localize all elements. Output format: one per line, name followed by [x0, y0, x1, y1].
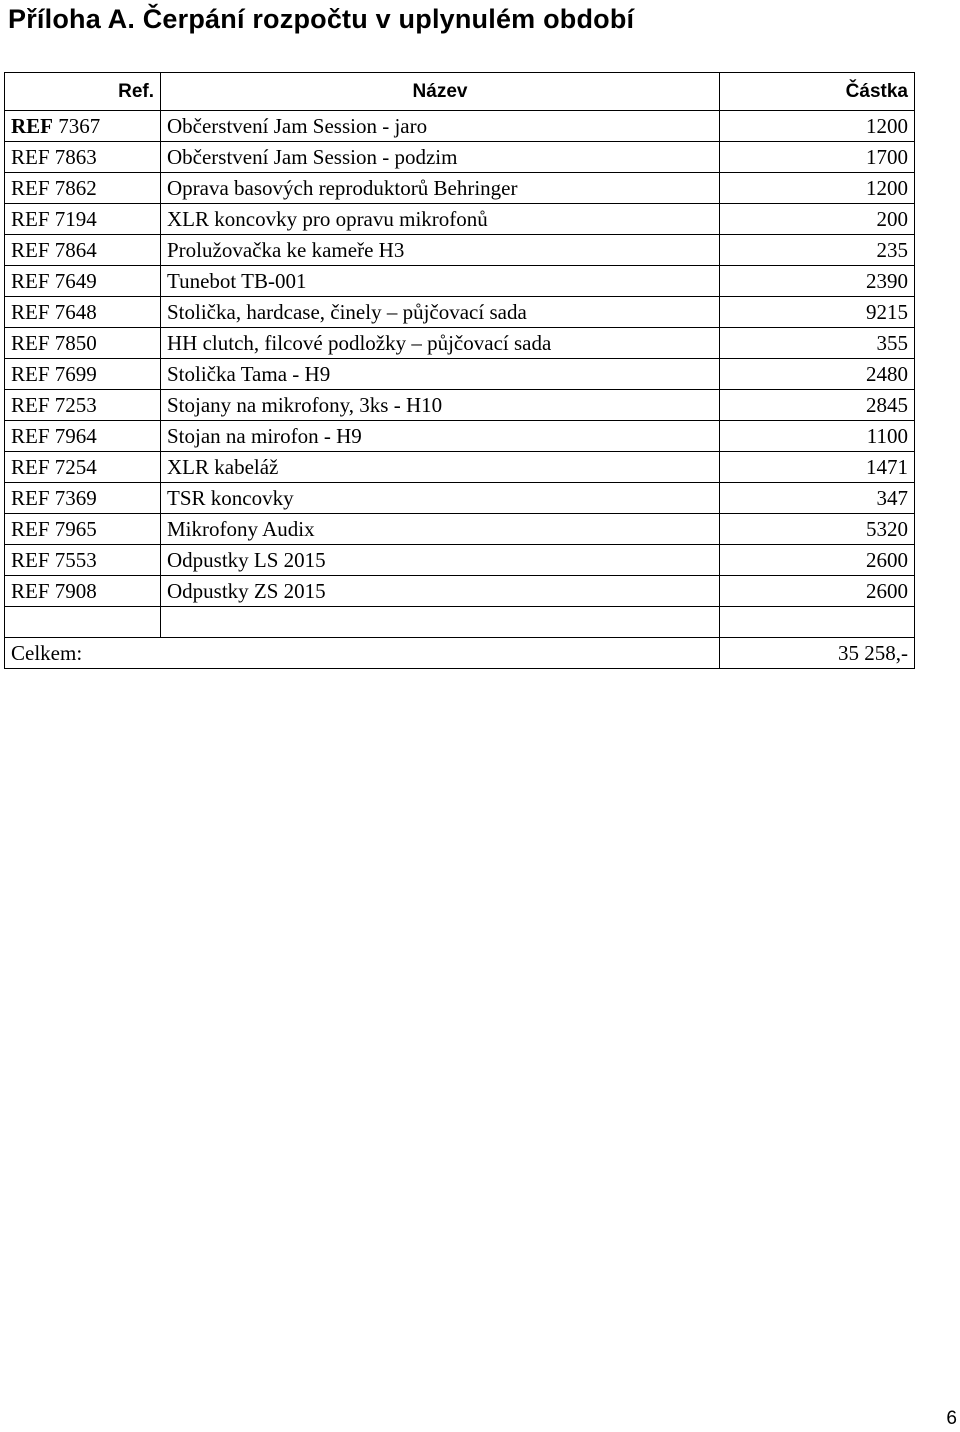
table-row — [5, 421, 915, 452]
ref-cell — [5, 483, 161, 514]
column-header-ref: Ref. — [5, 73, 161, 111]
blank-cell — [161, 607, 720, 638]
ref-prefix: REF — [11, 145, 50, 169]
ref-cell — [5, 328, 161, 359]
ref-cell — [5, 235, 161, 266]
item-name-cell: Stojan na mirofon - H9 — [161, 421, 720, 452]
table-row — [5, 173, 915, 204]
ref-prefix: REF — [11, 455, 50, 479]
ref-number: 7908 — [54, 579, 97, 603]
table-row — [5, 390, 915, 421]
item-name-cell: TSR koncovky — [161, 483, 720, 514]
table-row — [5, 204, 915, 235]
amount-cell: 355 — [720, 328, 915, 359]
table-row — [5, 111, 915, 142]
ref-cell — [5, 359, 161, 390]
amount-cell: 2845 — [720, 390, 915, 421]
amount-cell: 200 — [720, 204, 915, 235]
ref-cell — [5, 421, 161, 452]
ref-prefix: REF — [11, 362, 50, 386]
ref-cell — [5, 266, 161, 297]
table-row — [5, 452, 915, 483]
ref-number: 7649 — [54, 269, 97, 293]
amount-cell: 1471 — [720, 452, 915, 483]
ref-prefix: REF — [11, 393, 50, 417]
page-heading: Příloha A. Čerpání rozpočtu v uplynulém období — [8, 4, 635, 34]
table-header-row — [5, 73, 915, 111]
ref-number: 7699 — [54, 362, 97, 386]
ref-cell — [5, 173, 161, 204]
ref-prefix: REF — [11, 548, 50, 572]
amount-cell: 2390 — [720, 266, 915, 297]
table-row — [5, 483, 915, 514]
total-value: 35 258,- — [720, 638, 915, 669]
ref-number: 7369 — [54, 486, 97, 510]
ref-prefix: REF — [11, 269, 50, 293]
amount-cell: 347 — [720, 483, 915, 514]
ref-number: 7553 — [54, 548, 97, 572]
page-number: 6 — [946, 1408, 957, 1429]
ref-number: 7253 — [54, 393, 97, 417]
ref-number: 7964 — [54, 424, 97, 448]
amount-cell: 1100 — [720, 421, 915, 452]
ref-cell — [5, 452, 161, 483]
column-header-amount: Částka — [720, 73, 915, 111]
item-name-cell: Tunebot TB-001 — [161, 266, 720, 297]
item-name-cell: Občerstvení Jam Session - podzim — [161, 142, 720, 173]
item-name-cell: Stolička, hardcase, činely – půjčovací sada — [161, 297, 720, 328]
blank-cell — [720, 607, 915, 638]
table-row — [5, 359, 915, 390]
amount-cell: 2480 — [720, 359, 915, 390]
table-row — [5, 142, 915, 173]
table-row — [5, 297, 915, 328]
ref-number: 7648 — [54, 300, 97, 324]
item-name-cell: XLR koncovky pro opravu mikrofonů — [161, 204, 720, 235]
amount-cell: 1200 — [720, 173, 915, 204]
ref-prefix: REF — [11, 517, 50, 541]
ref-number: 7254 — [54, 455, 97, 479]
table-row — [5, 514, 915, 545]
ref-cell — [5, 204, 161, 235]
ref-prefix: REF — [11, 486, 50, 510]
ref-cell — [5, 297, 161, 328]
total-label: Celkem: — [5, 638, 720, 669]
amount-cell: 5320 — [720, 514, 915, 545]
amount-cell: 235 — [720, 235, 915, 266]
ref-prefix: REF — [11, 176, 50, 200]
amount-cell: 1200 — [720, 111, 915, 142]
table-row — [5, 266, 915, 297]
ref-prefix: REF — [11, 300, 50, 324]
item-name-cell: Stojany na mikrofony, 3ks - H10 — [161, 390, 720, 421]
table-row — [5, 328, 915, 359]
budget-table — [4, 72, 915, 669]
item-name-cell: Odpustky LS 2015 — [161, 545, 720, 576]
blank-row — [5, 607, 915, 638]
blank-cell — [5, 607, 161, 638]
ref-prefix: REF — [11, 424, 50, 448]
ref-number: 7862 — [54, 176, 97, 200]
ref-prefix: REF — [11, 238, 50, 262]
table-row — [5, 545, 915, 576]
column-header-name: Název — [161, 73, 720, 111]
total-row — [5, 638, 915, 669]
amount-cell: 1700 — [720, 142, 915, 173]
amount-cell: 2600 — [720, 576, 915, 607]
ref-prefix: REF — [11, 331, 50, 355]
item-name-cell: Oprava basových reproduktorů Behringer — [161, 173, 720, 204]
amount-cell: 9215 — [720, 297, 915, 328]
item-name-cell: HH clutch, filcové podložky – půjčovací sada — [161, 328, 720, 359]
table-row — [5, 576, 915, 607]
ref-prefix: REF — [11, 579, 50, 603]
item-name-cell: Stolička Tama - H9 — [161, 359, 720, 390]
ref-number: 7864 — [54, 238, 97, 262]
ref-number: 7850 — [54, 331, 97, 355]
amount-cell: 2600 — [720, 545, 915, 576]
ref-prefix: REF — [11, 114, 53, 138]
ref-prefix: REF — [11, 207, 50, 231]
ref-cell — [5, 576, 161, 607]
ref-cell — [5, 514, 161, 545]
item-name-cell: Odpustky ZS 2015 — [161, 576, 720, 607]
ref-cell — [5, 545, 161, 576]
ref-number: 7965 — [54, 517, 97, 541]
ref-number: 7367 — [58, 114, 101, 138]
item-name-cell: XLR kabeláž — [161, 452, 720, 483]
ref-cell — [5, 142, 161, 173]
table-body — [5, 111, 915, 607]
item-name-cell: Mikrofony Audix — [161, 514, 720, 545]
ref-number: 7194 — [54, 207, 97, 231]
item-name-cell: Občerstvení Jam Session - jaro — [161, 111, 720, 142]
table-row — [5, 235, 915, 266]
ref-cell — [5, 390, 161, 421]
ref-number: 7863 — [54, 145, 97, 169]
item-name-cell: Prolužovačka ke kameře H3 — [161, 235, 720, 266]
ref-cell — [5, 111, 161, 142]
